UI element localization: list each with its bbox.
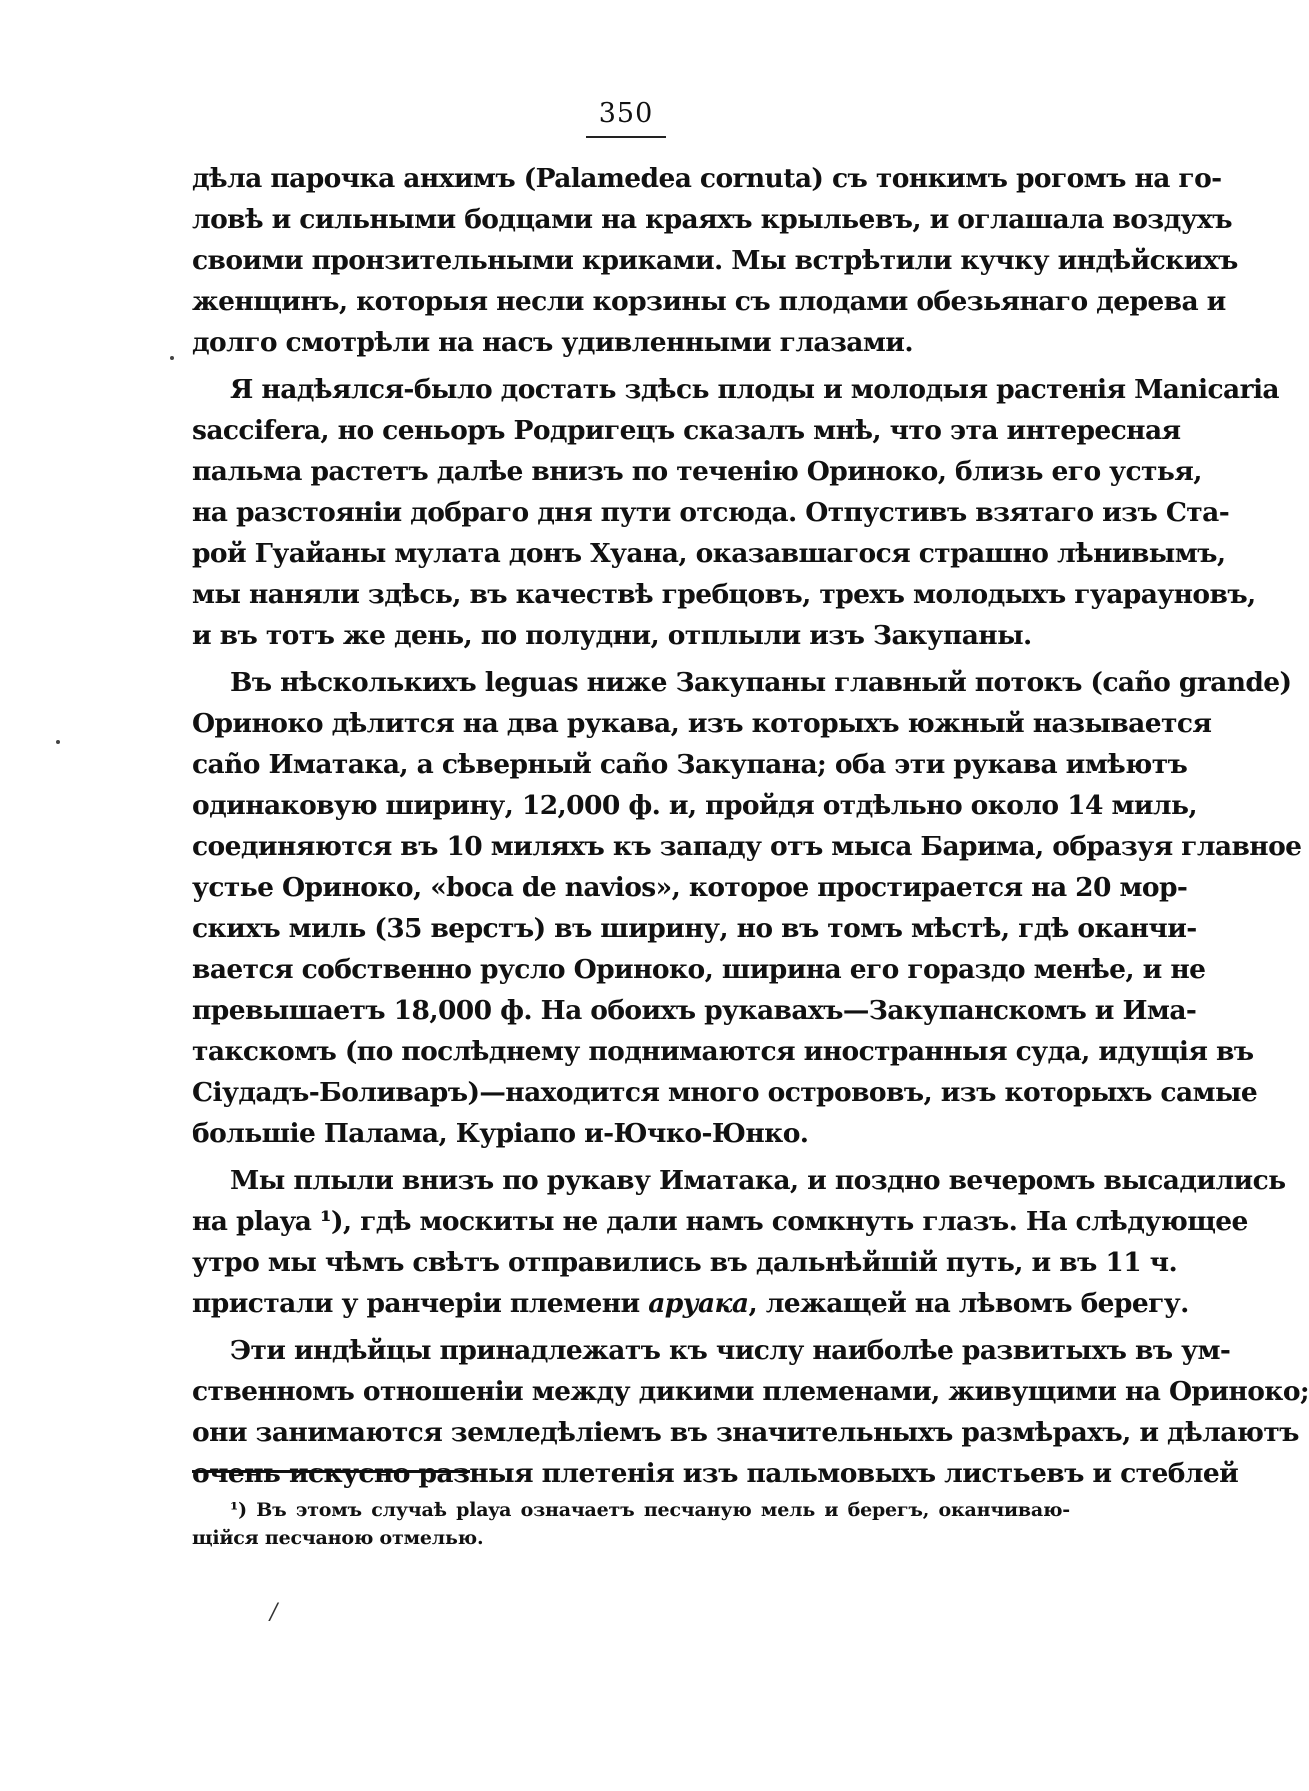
text-line: устье Ориноко, «boca de navios», которое простирается на 20 мор- [192, 872, 1188, 903]
footnote-line: щійся песчаною отмелью. [192, 1527, 484, 1549]
footnote-separator [192, 1470, 470, 1473]
text-line: своими пронзительными криками. Мы встрѣтили кучку индѣйскихъ [192, 245, 1238, 276]
text-line: скихъ миль (35 верстъ) въ ширину, но въ томъ мѣстѣ, гдѣ оканчи- [192, 913, 1197, 944]
text-line: большіе Палама, Куріапо и-Ючко-Юнко. [192, 1118, 809, 1149]
margin-dot [56, 740, 60, 744]
text-line: соединяются въ 10 миляхъ къ западу отъ мыса Барима, образуя главное [192, 831, 1302, 862]
text-line: Въ нѣсколькихъ leguas ниже Закупаны главный потокъ (caño grande) [230, 667, 1292, 698]
text-line: Сіудадъ-Боливаръ)—находится много острововъ, изъ которыхъ самые [192, 1077, 1258, 1108]
text-line: пальма растетъ далѣе внизъ по теченію Ориноко, близь его устья, [192, 456, 1202, 487]
paragraph [192, 158, 1238, 363]
footnotes [192, 1496, 1070, 1552]
body-text [192, 158, 1309, 1494]
text-line: ловѣ и сильными бодцами на краяхъ крыльевъ, и оглашала воздухъ [192, 204, 1232, 235]
text-line: ственномъ отношеніи между дикими племенами, живущими на Ориноко; [192, 1376, 1309, 1407]
paragraph [192, 369, 1280, 656]
text-line: на разстояніи добраго дня пути отсюда. Отпустивъ взятаго изъ Ста- [192, 497, 1230, 528]
text-line: превышаетъ 18,000 ф. На обоихъ рукавахъ—Закупанскомъ и Има- [192, 995, 1197, 1026]
text-line: женщинъ, которыя несли корзины съ плодами обезьянаго дерева и [192, 286, 1226, 317]
footnote-line: ¹) Въ этомъ случаѣ playa означаетъ песчаную мель и берегъ, оканчиваю- [230, 1499, 1070, 1521]
text-line: очень искусно разныя плетенія изъ пальмовыхъ листьевъ и стеблей [192, 1458, 1239, 1489]
text-line [192, 1283, 1189, 1324]
text-line: они занимаются земледѣліемъ въ значительныхъ размѣрахъ, и дѣлаютъ [192, 1417, 1299, 1448]
page-number-rule [586, 136, 666, 138]
text-line: и въ тотъ же день, по полудни, отплыли изъ Закупаны. [192, 620, 1032, 651]
text-line: saccifera, но сеньоръ Родригецъ сказалъ мнѣ, что эта интересная [192, 415, 1181, 446]
text-line: caño Иматака, а сѣверный caño Закупана; оба эти рукава имѣютъ [192, 749, 1188, 780]
text-line: Ориноко дѣлится на два рукава, изъ которыхъ южный называется [192, 708, 1212, 739]
paragraph [192, 662, 1302, 1154]
margin-dot [170, 356, 174, 360]
text-line: такскомъ (по послѣднему поднимаются иностранныя суда, идущія въ [192, 1036, 1254, 1067]
paragraph [192, 1160, 1286, 1324]
stray-mark: / [270, 1600, 278, 1625]
text-line: одинаковую ширину, 12,000 ф. и, пройдя отдѣльно около 14 миль, [192, 790, 1198, 821]
text-line: вается собственно русло Ориноко, ширина его гораздо менѣе, и не [192, 954, 1206, 985]
text-fragment: , лежащей на лѣвомъ берегу. [748, 1288, 1189, 1319]
text-line: дѣла парочка анхимъ (Palamedea cornuta) съ тонкимъ рогомъ на го- [192, 163, 1222, 194]
text-line: Мы плыли внизъ по рукаву Иматака, и поздно вечеромъ высадились [230, 1165, 1286, 1196]
text-line: долго смотрѣли на насъ удивленными глазами. [192, 327, 913, 358]
text-line: утро мы чѣмъ свѣтъ отправились въ дальнѣйшій путь, и въ 11 ч. [192, 1247, 1178, 1278]
text-line: на playa ¹), гдѣ москиты не дали намъ сомкнуть глазъ. На слѣдующее [192, 1206, 1248, 1237]
text-line: рой Гуайаны мулата донъ Хуана, оказавшагося страшно лѣнивымъ, [192, 538, 1226, 569]
text-fragment: пристали у ранчеріи племени [192, 1288, 640, 1319]
emphasized-text: аруака [648, 1288, 749, 1319]
text-line: Я надѣялся-было достать здѣсь плоды и молодыя растенія Manicaria [230, 374, 1280, 405]
page-number: 350 [598, 98, 654, 129]
text-line: Эти индѣйцы принадлежатъ къ числу наиболѣе развитыхъ въ ум- [230, 1335, 1231, 1366]
text-line: мы наняли здѣсь, въ качествѣ гребцовъ, трехъ молодыхъ гуарауновъ, [192, 579, 1256, 610]
